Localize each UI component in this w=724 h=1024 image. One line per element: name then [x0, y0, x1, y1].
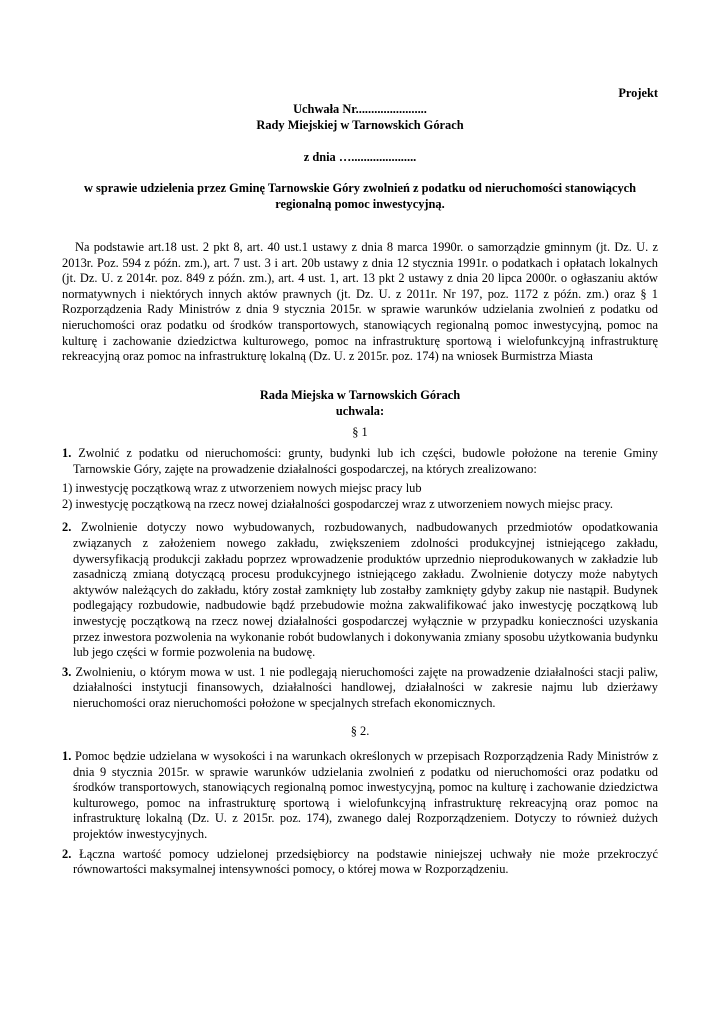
item-text: Zwolnić z podatku od nieruchomości: grunty, budynki lub ich części, budowle położone na terenie Gminy Tarnowskie Góry, zajęte na prowadzenie działalności gospodarczej, na których zrealizowano:	[73, 446, 658, 476]
resolution-header	[62, 102, 658, 166]
item-number: 2.	[62, 520, 72, 535]
section-1-mark: § 1	[352, 425, 368, 439]
item-number: 2.	[62, 846, 72, 861]
item-text: Zwolnienie dotyczy nowo wybudowanych, rozbudowanych, nadbudowanych przedmiotów opodatkowania związanych z założeniem nowego zakładu, zwiększeniem zdolności produkcyjnej istniejącego zakładu, dywersyfikacją produkcji zakładu poprzez wprowadzenie produktów uprzednio nieprodukowanych w zakładzie lub zasadniczą zmianą dotyczącą procesu produkcyjnego istniejącego zakładu. Zwolnienie dotyczy może nabytych aktywów należących do zakładu, który został zamknięty lub zostałby zamknięty gdyby zakup nie nastąpił. Budynek podlegający rozbudowie, nadbudowie bądź przebudowie można zakwalifikować jako inwestycję początkową lub inwestycję początkową na rzecz nowej działalności gospodarczej wyłącznie w przypadku konieczności uzyskania przez inwestora pozwolenia na wykonanie robót budowlanych i dokonywania zmiany sposobu użytkowania budynku lub jego części w formie pozwolenia na budowę.	[73, 520, 658, 660]
item-text: Pomoc będzie udzielana w wysokości i na warunkach określonych w przepisach Rozporządzenia Rady Ministrów z dnia 9 stycznia 2015r. w sprawie warunków udzielania zwolnień z podatku od nieruchomości oraz podatku od środków transportowych, stanowiących regionalną pomoc inwestycyjną, pomoc na kulturę i zachowanie dziedzictwa kulturowego, pomoc na infrastrukturę sportową i wielofunkcyjną infrastrukturę rekreacyjną oraz pomoc na infrastrukturę lokalną (Dz. U. z 2015r. poz. 174), zwanego dalej Rozporządzeniem. Dotyczy to również dużych projektów inwestycyjnych.	[73, 749, 658, 842]
resolution-date: z dnia ….....................	[303, 150, 417, 165]
section-body	[62, 446, 658, 882]
resolution-number: Uchwała Nr.......................	[293, 102, 427, 116]
legal-basis-paragraph: Na podstawie art.18 ust. 2 pkt 8, art. 40 ust.1 ustawy z dnia 8 marca 1990r. o samorządzie gminnym (jt. Dz. U. z 2013r. Poz. 594 z późn. zm.), art. 7 ust. 3 i art. 20b ustawy z dnia 12 stycznia 1991r. o podatkach i opłatach lokalnych (jt. Dz. U. z 2014r. poz. 849 z późn. zm.), art. 4 ust. 1, art. 13 pkt 2 ustawy z dnia 20 lipca 2000r. o ogłaszaniu aktów normatywnych i niektórych innych aktów prawnych (jt. Dz. U. z 2011r. Nr 197, poz. 1172 z późn. zm.) oraz § 1 Rozporządzenia Rady Ministrów z dnia 9 stycznia 2015r. w sprawie warunków udzielania zwolnień z podatku od nieruchomości oraz podatku od środków transportowych, stanowiących regionalną pomoc inwestycyjną, pomoc na kulturę i zachowanie dziedzictwa kulturowego, pomoc na infrastrukturę sportową i wielofunkcyjną infrastrukturę rekreacyjną oraz pomoc na infrastrukturę lokalną (Dz. U. z 2015r. poz. 174) na wniosek Burmistrza Miasta	[62, 240, 658, 364]
section-1-item-1	[62, 446, 658, 477]
section-2-mark: § 2.	[350, 723, 370, 738]
resolution-subject: w sprawie udzielenia przez Gminę Tarnowskie Góry zwolnień z podatku od nieruchomości stanowiących regionalną pomoc inwestycyjną.	[83, 181, 637, 211]
draft-label: Projekt	[618, 86, 658, 100]
item-number: 1.	[62, 446, 72, 460]
section-1-item-2	[62, 520, 658, 660]
investment-sublist	[62, 481, 658, 512]
council-heading-resolves: uchwala:	[335, 403, 385, 418]
item-text: Zwolnieniu, o którym mowa w ust. 1 nie podlegają nieruchomości zajęte na prowadzenie działalności stacji paliw, działalności instytucji finansowych, działalności handlowej, działalności w zakresie najmu lub dzierżawy nieruchomości oraz nieruchomości położone w specjalnych strefach ekonomicznych.	[73, 664, 658, 710]
section-2-item-1	[62, 749, 658, 843]
council-name: Rady Miejskiej w Tarnowskich Górach	[256, 117, 464, 132]
item-text: Łączna wartość pomocy udzielonej przedsiębiorcy na podstawie niniejszej uchwały nie może przekroczyć równowartości maksymalnej intensywności pomocy, o której mowa w Rozporządzeniu.	[73, 846, 658, 877]
council-heading-name: Rada Miejska w Tarnowskich Górach	[259, 388, 461, 402]
item-number: 1.	[62, 749, 72, 764]
section-2-item-2	[62, 847, 658, 878]
sublist-item-2: 2) inwestycję początkową na rzecz nowej działalności gospodarczej wraz z utworzeniem nowych miejsc pracy.	[62, 496, 614, 511]
section-1-item-3	[62, 665, 658, 712]
item-number: 3.	[62, 664, 72, 679]
sublist-item-1: 1) inwestycję początkową wraz z utworzeniem nowych miejsc pracy lub	[62, 481, 422, 496]
council-heading	[62, 388, 658, 419]
